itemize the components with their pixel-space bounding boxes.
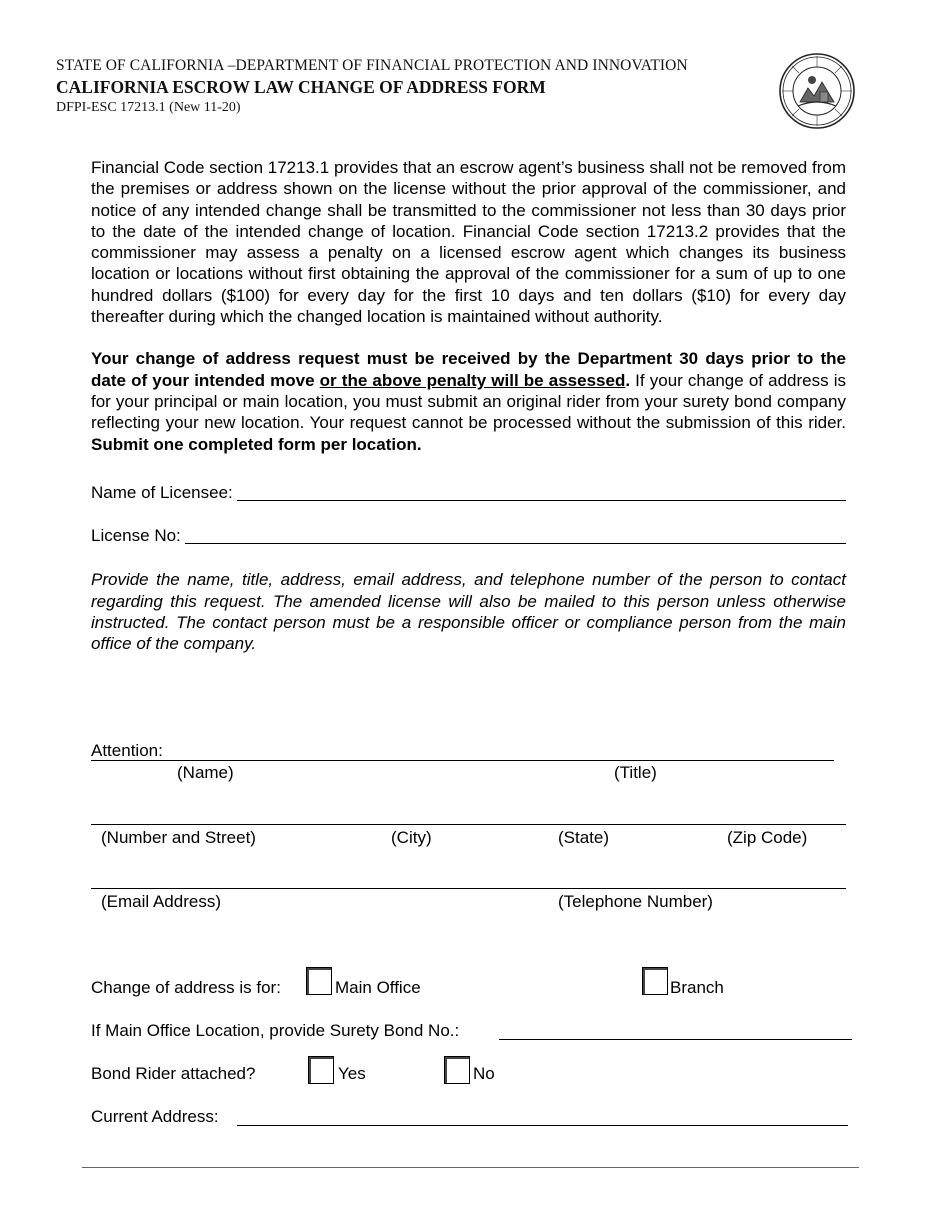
rider-no-label: No xyxy=(473,1064,495,1083)
form-number: DFPI-ESC 17213.1 (New 11-20) xyxy=(56,100,241,115)
zip-caption: (Zip Code) xyxy=(727,828,808,847)
phone-caption: (Telephone Number) xyxy=(558,892,713,911)
notice-bold-lead: Your change of address request must be received by the Department 30 days prior to the date of your intended move xyxy=(91,349,846,390)
surety-bond-field[interactable] xyxy=(499,1039,852,1040)
change-for-label: Change of address is for: xyxy=(91,978,281,997)
license-number-field[interactable] xyxy=(185,525,846,544)
street-address-field[interactable] xyxy=(91,824,846,825)
email-phone-field[interactable] xyxy=(91,888,846,889)
notice-body: If your change of address is for your principal or main location, you must submit an original rider from your surety bond company reflecting your new location. Your request cannot be processed without the submission of this rider. xyxy=(91,370,846,433)
intro-paragraph: Financial Code section 17213.1 provides that an escrow agent’s business shall not be removed from the premises or address shown on the license without the prior approval of the commissioner, and notice of any intended change shall be transmitted to the commissioner not less than 30 days prior to the date of the intended change of location. Financial Code section 17213.2 provides that the commissioner may assess a penalty on a licensed escrow agent which changes its business location or locations without first obtaining the approval of the commissioner for a sum of up to one hundred dollars ($100) for every day for the first 10 days and ten dollars ($10) for every day thereafter during which the changed location is maintained without authority. xyxy=(91,158,846,327)
licensee-name-field[interactable] xyxy=(237,482,846,501)
agency-name: STATE OF CALIFORNIA –DEPARTMENT OF FINANCIAL PROTECTION AND INNOVATION xyxy=(56,57,688,74)
notice-paragraph xyxy=(91,348,846,454)
license-number-row xyxy=(91,525,846,546)
rider-yes-label: Yes xyxy=(338,1064,366,1083)
bond-rider-label: Bond Rider attached? xyxy=(91,1064,256,1083)
rider-no-checkbox[interactable] xyxy=(444,1056,470,1084)
state-caption: (State) xyxy=(558,828,610,847)
rider-yes-checkbox[interactable] xyxy=(308,1056,334,1084)
licensee-name-row xyxy=(91,482,846,503)
name-caption: (Name) xyxy=(177,763,234,782)
branch-label: Branch xyxy=(670,978,724,997)
current-address-field[interactable] xyxy=(237,1125,848,1126)
email-caption: (Email Address) xyxy=(101,892,221,911)
branch-checkbox[interactable] xyxy=(642,967,668,995)
attention-label: Attention: xyxy=(91,741,163,760)
current-address-label: Current Address: xyxy=(91,1107,219,1126)
form-title: CALIFORNIA ESCROW LAW CHANGE OF ADDRESS FORM xyxy=(56,77,546,97)
main-office-checkbox[interactable] xyxy=(306,967,332,995)
attention-field[interactable] xyxy=(91,760,834,761)
form-body xyxy=(91,157,846,655)
contact-instructions: Provide the name, title, address, email address, and telephone number of the person to contact regarding this request. The amended license will also be mailed to this person unless otherwise instructed. The contact person must be a responsible officer or compliance person from the main office of the company. xyxy=(91,570,846,654)
licensee-name-label: Name of Licensee: xyxy=(91,482,233,502)
street-caption: (Number and Street) xyxy=(101,828,256,847)
license-number-label: License No: xyxy=(91,526,181,546)
footer-divider xyxy=(82,1167,859,1168)
main-office-label: Main Office xyxy=(335,978,421,997)
state-seal-icon xyxy=(778,52,856,130)
title-caption: (Title) xyxy=(614,763,657,782)
notice-bold-tail: Submit one completed form per location. xyxy=(91,434,422,454)
surety-bond-label: If Main Office Location, provide Surety Bond No.: xyxy=(91,1021,460,1040)
city-caption: (City) xyxy=(391,828,432,847)
form-header xyxy=(56,56,688,117)
notice-period: . xyxy=(625,370,631,390)
notice-penalty-warning: or the above penalty will be assessed xyxy=(319,370,626,390)
